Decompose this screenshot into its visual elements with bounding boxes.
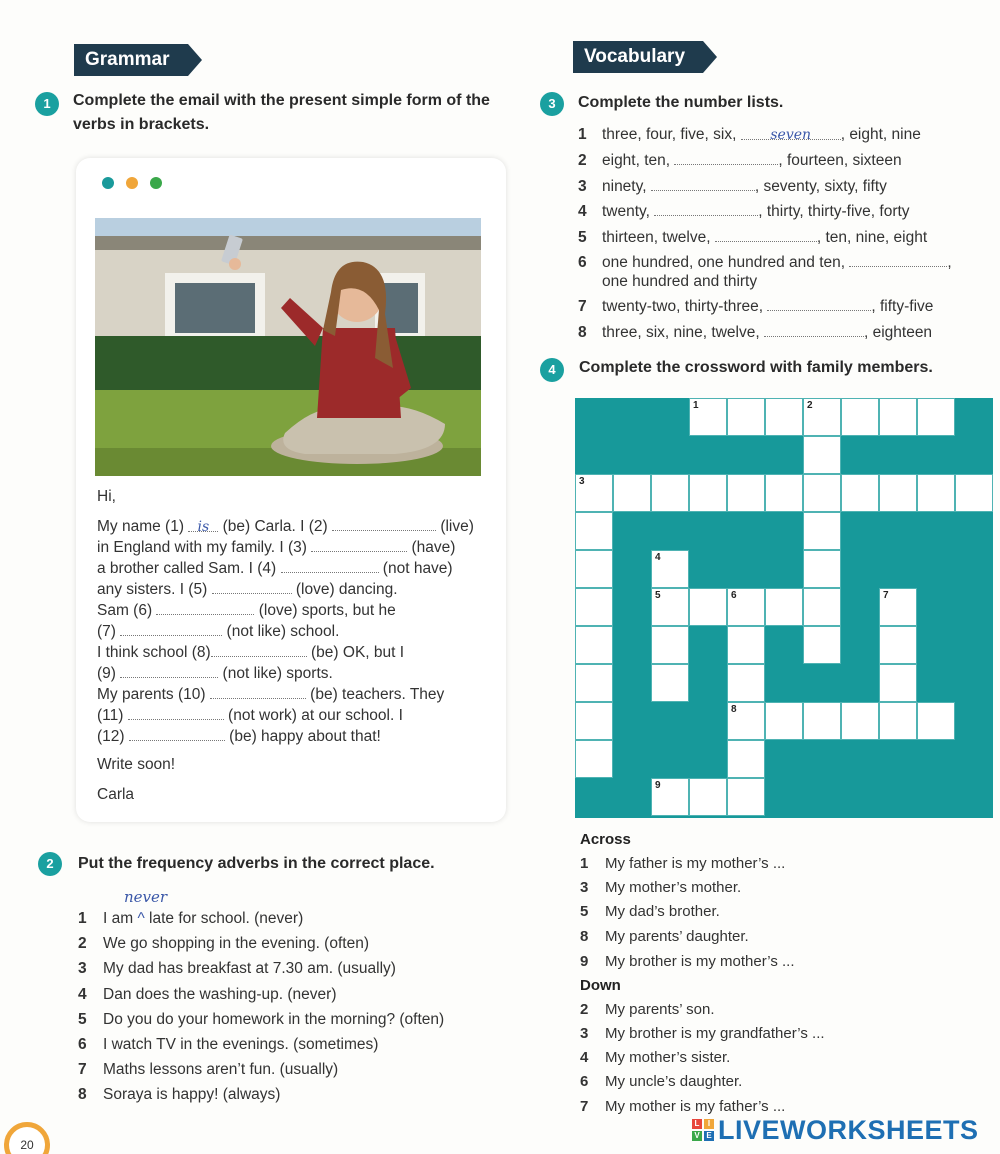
email-signature: Carla bbox=[97, 786, 135, 803]
blank-5[interactable] bbox=[212, 580, 292, 594]
crossword-cell[interactable] bbox=[879, 398, 917, 436]
down-clue: 2 My parents’ son. bbox=[580, 1001, 715, 1018]
crossword-cell[interactable] bbox=[575, 588, 613, 626]
email-line: (12) (be) happy about that! bbox=[97, 728, 381, 745]
email-line: a brother called Sam. I (4) (not have) bbox=[97, 560, 453, 577]
number-list-item: 6 one hundred, one hundred and ten, , bbox=[578, 254, 952, 271]
crossword-cell[interactable] bbox=[613, 474, 651, 512]
email-line: My name (1) is (be) Carla. I (2) (live) bbox=[97, 518, 474, 535]
crossword-cell[interactable] bbox=[727, 398, 765, 436]
number-list-item: 7 twenty-two, thirty-three, , fifty-five bbox=[578, 298, 934, 315]
crossword-cell[interactable]: 8 bbox=[727, 702, 765, 740]
crossword-cell[interactable] bbox=[803, 474, 841, 512]
number-blank-6[interactable] bbox=[849, 253, 947, 267]
email-line: I think school (8) (be) OK, but I bbox=[97, 644, 405, 661]
blank-7[interactable] bbox=[120, 622, 222, 636]
number-list-item: 5 thirteen, twelve, , ten, nine, eight bbox=[578, 229, 928, 246]
crossword-cell[interactable] bbox=[879, 702, 917, 740]
crossword-cell[interactable] bbox=[727, 474, 765, 512]
crossword-cell[interactable]: 3 bbox=[575, 474, 613, 512]
crossword-cell[interactable]: 6 bbox=[727, 588, 765, 626]
across-clue: 8 My parents’ daughter. bbox=[580, 928, 749, 945]
crossword-cell[interactable] bbox=[917, 474, 955, 512]
crossword-cell[interactable]: 2 bbox=[803, 398, 841, 436]
crossword-cell[interactable] bbox=[879, 626, 917, 664]
adverb-item: 8 Soraya is happy! (always) bbox=[78, 1086, 281, 1103]
down-clue: 7 My mother is my father’s ... bbox=[580, 1098, 786, 1115]
blank-8[interactable] bbox=[211, 643, 307, 657]
number-blank-7[interactable] bbox=[767, 297, 871, 311]
crossword-cell[interactable] bbox=[689, 778, 727, 816]
crossword-cell[interactable] bbox=[575, 550, 613, 588]
vocabulary-title: Vocabulary bbox=[584, 46, 686, 67]
exercise-1-number: 1 bbox=[35, 92, 59, 116]
blank-3[interactable] bbox=[311, 538, 407, 552]
email-line: (11) (not work) at our school. I bbox=[97, 707, 403, 724]
exercise-1-instruction bbox=[73, 89, 513, 137]
insert-caret: ^ bbox=[137, 910, 145, 927]
adverb-item: 2 We go shopping in the evening. (often) bbox=[78, 935, 369, 952]
crossword-grid bbox=[575, 398, 993, 818]
across-heading: Across bbox=[580, 831, 631, 848]
number-blank-5[interactable] bbox=[715, 228, 817, 242]
exercise-3-instruction: Complete the number lists. bbox=[578, 94, 784, 111]
crossword-cell[interactable] bbox=[803, 588, 841, 626]
liveworksheets-wordmark: LIVEWORKSHEETS bbox=[718, 1114, 979, 1145]
number-list-item: 4 twenty, , thirty, thirty-five, forty bbox=[578, 203, 910, 220]
crossword-cell[interactable] bbox=[803, 436, 841, 474]
window-dot-orange bbox=[126, 177, 138, 189]
crossword-cell[interactable] bbox=[689, 588, 727, 626]
crossword-cell[interactable] bbox=[727, 740, 765, 778]
crossword-cell[interactable] bbox=[803, 702, 841, 740]
crossword-cell[interactable]: 5 bbox=[651, 588, 689, 626]
number-list-item: 1 three, four, five, six, seven , eight, nine bbox=[578, 126, 921, 143]
number-list-item-continuation: one hundred and thirty bbox=[602, 273, 758, 290]
crossword-cell[interactable] bbox=[917, 398, 955, 436]
adverb-item: 6 I watch TV in the evenings. (sometimes) bbox=[78, 1036, 379, 1053]
exercise-4-instruction: Complete the crossword with family members. bbox=[579, 359, 933, 376]
crossword-cell[interactable] bbox=[575, 702, 613, 740]
crossword-cell[interactable]: 9 bbox=[651, 778, 689, 816]
number-list-item: 8 three, six, nine, twelve, , eighteen bbox=[578, 324, 933, 341]
exercise-1-instruction-line2: verbs in brackets. bbox=[73, 116, 210, 133]
answer-1: is bbox=[197, 519, 210, 535]
email-line: (7) (not like) school. bbox=[97, 623, 340, 640]
email-line: My parents (10) (be) teachers. They bbox=[97, 686, 445, 703]
crossword-cell[interactable]: 7 bbox=[879, 588, 917, 626]
adverb-item: 3 My dad has breakfast at 7.30 am. (usually) bbox=[78, 960, 396, 977]
number-list-item: 2 eight, ten, , fourteen, sixteen bbox=[578, 152, 902, 169]
number-list-item: 3 ninety, , seventy, sixty, fifty bbox=[578, 178, 887, 195]
crossword-cell[interactable] bbox=[575, 740, 613, 778]
crossword-cell[interactable] bbox=[765, 588, 803, 626]
logo-tiles-icon: L I V E bbox=[692, 1119, 714, 1141]
email-card bbox=[76, 158, 506, 822]
adverb-item: 4 Dan does the washing-up. (never) bbox=[78, 986, 337, 1003]
crossword-cell[interactable]: 1 bbox=[689, 398, 727, 436]
across-clue: 5 My dad’s brother. bbox=[580, 903, 720, 920]
page-number-badge: 20 bbox=[4, 1122, 50, 1154]
crossword-cell[interactable] bbox=[955, 474, 993, 512]
crossword-cell[interactable] bbox=[727, 664, 765, 702]
exercise-1-instruction-line1: Complete the email with the present simple form of the bbox=[73, 92, 490, 109]
adverb-item: 7 Maths lessons aren’t fun. (usually) bbox=[78, 1061, 339, 1078]
number-blank-3[interactable] bbox=[651, 177, 755, 191]
email-line: in England with my family. I (3) (have) bbox=[97, 539, 456, 556]
email-line: (9) (not like) sports. bbox=[97, 665, 333, 682]
crossword-cell[interactable] bbox=[575, 512, 613, 550]
crossword-cell[interactable] bbox=[575, 664, 613, 702]
number-blank-1[interactable] bbox=[741, 126, 841, 143]
down-clue: 4 My mother’s sister. bbox=[580, 1049, 731, 1066]
photo-girl-taking-selfie bbox=[95, 218, 481, 476]
crossword-cell[interactable] bbox=[765, 702, 803, 740]
vocabulary-section-tag bbox=[573, 41, 703, 73]
exercise-2-instruction: Put the frequency adverbs in the correct place. bbox=[78, 855, 435, 872]
crossword-cell[interactable] bbox=[917, 702, 955, 740]
crossword-cell[interactable] bbox=[727, 626, 765, 664]
number-blank-8[interactable] bbox=[764, 323, 864, 337]
window-dot-green bbox=[150, 177, 162, 189]
number-answer-1: seven bbox=[770, 127, 812, 143]
blank-10[interactable] bbox=[210, 685, 306, 699]
email-line: any sisters. I (5) (love) dancing. bbox=[97, 581, 398, 598]
down-clue: 6 My uncle’s daughter. bbox=[580, 1073, 743, 1090]
handwritten-adverb: never bbox=[124, 888, 168, 906]
crossword-cell[interactable] bbox=[651, 474, 689, 512]
down-clue: 3 My brother is my grandfather’s ... bbox=[580, 1025, 825, 1042]
exercise-4-number: 4 bbox=[540, 358, 564, 382]
across-clue: 9 My brother is my mother’s ... bbox=[580, 953, 795, 970]
blank-4[interactable] bbox=[281, 559, 379, 573]
crossword-cell[interactable] bbox=[841, 702, 879, 740]
across-clue: 1 My father is my mother’s ... bbox=[580, 855, 786, 872]
crossword-cell[interactable] bbox=[841, 474, 879, 512]
crossword-cell[interactable] bbox=[689, 474, 727, 512]
down-heading: Down bbox=[580, 977, 621, 994]
across-clue: 3 My mother’s mother. bbox=[580, 879, 742, 896]
crossword-cell[interactable]: 4 bbox=[651, 550, 689, 588]
email-signoff: Write soon! bbox=[97, 756, 176, 773]
blank-12[interactable] bbox=[129, 727, 225, 741]
blank-9[interactable] bbox=[120, 664, 218, 678]
liveworksheets-logo[interactable] bbox=[692, 1114, 979, 1146]
blank-11[interactable] bbox=[128, 706, 224, 720]
crossword-cell[interactable] bbox=[803, 550, 841, 588]
crossword-cell[interactable] bbox=[803, 512, 841, 550]
crossword-cell[interactable] bbox=[765, 398, 803, 436]
crossword-cell[interactable] bbox=[765, 474, 803, 512]
crossword-cell[interactable] bbox=[879, 664, 917, 702]
crossword-cell[interactable] bbox=[651, 626, 689, 664]
email-greeting: Hi, bbox=[97, 488, 116, 505]
crossword-cell[interactable] bbox=[879, 474, 917, 512]
adverb-item: 5 Do you do your homework in the morning? (often) bbox=[78, 1011, 445, 1028]
grammar-title: Grammar bbox=[85, 49, 170, 70]
number-blank-2[interactable] bbox=[674, 151, 778, 165]
number-blank-4[interactable] bbox=[654, 202, 758, 216]
blank-6[interactable] bbox=[156, 601, 254, 615]
crossword-cell[interactable] bbox=[727, 778, 765, 816]
grammar-section-tag bbox=[74, 44, 188, 76]
crossword-cell[interactable] bbox=[651, 664, 689, 702]
crossword-cell[interactable] bbox=[841, 398, 879, 436]
window-dot-teal bbox=[102, 177, 114, 189]
email-line: Sam (6) (love) sports, but he bbox=[97, 602, 396, 619]
crossword-cell[interactable] bbox=[575, 626, 613, 664]
blank-2[interactable] bbox=[332, 517, 436, 531]
crossword-cell[interactable] bbox=[803, 626, 841, 664]
adverb-item: 1 I am ^ late for school. (never) bbox=[78, 910, 304, 927]
exercise-2-number: 2 bbox=[38, 852, 62, 876]
blank-1[interactable] bbox=[188, 518, 218, 535]
exercise-3-number: 3 bbox=[540, 92, 564, 116]
